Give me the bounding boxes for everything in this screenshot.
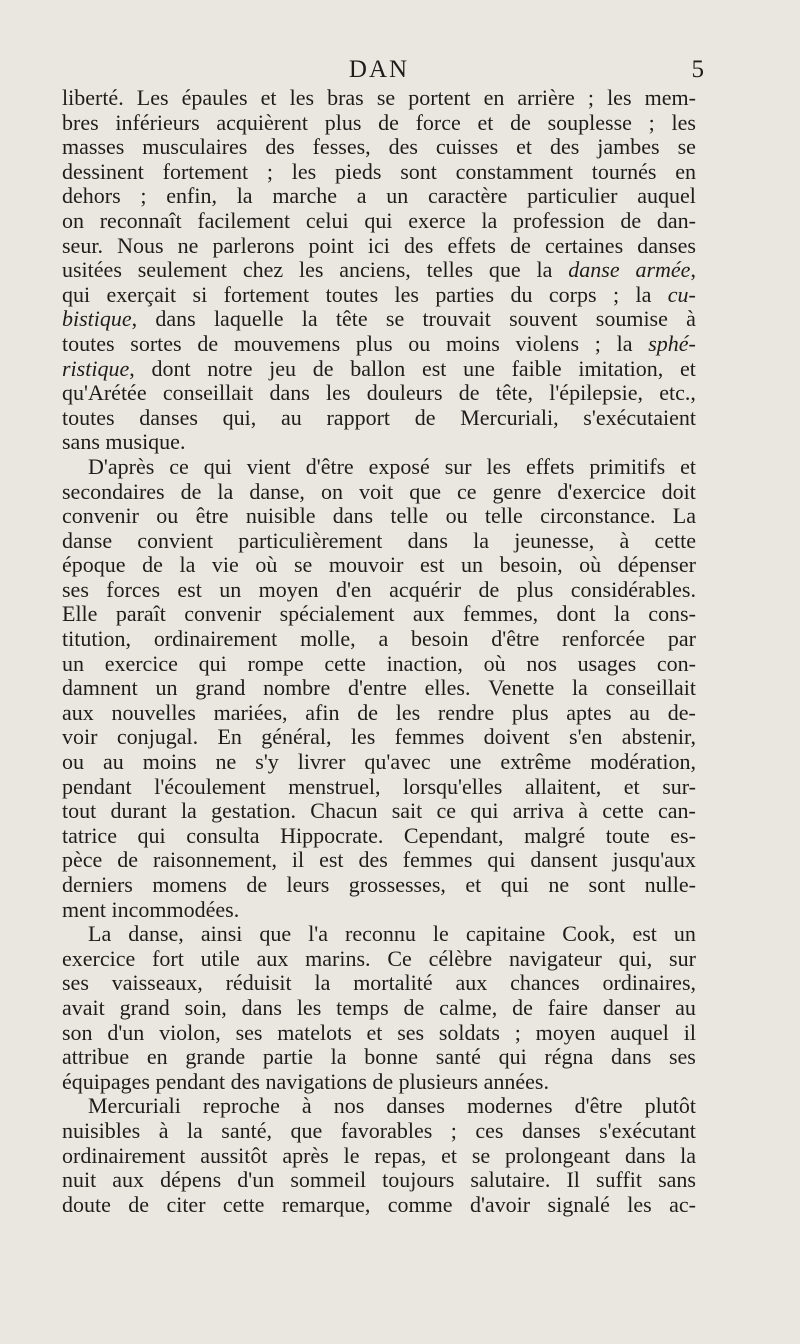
text-line: secondaires de la danse, on voit que ce genre d'exercice doit: [62, 478, 696, 504]
page-number: 5: [691, 56, 706, 83]
text-line: nuisibles à la santé, que favorables ; ces danses s'exécutant: [62, 1117, 696, 1143]
paragraph: [62, 922, 696, 1094]
text-line: pèce de raisonnement, il est des femmes qui dansent jusqu'aux: [62, 847, 696, 873]
text-line: époque de la vie où se mouvoir est un besoin, où dépenser: [62, 552, 696, 578]
paragraph: [62, 86, 696, 455]
text-line: toutes danses qui, au rapport de Mercuriali, s'exécutaient: [62, 404, 696, 430]
paragraph: [62, 1094, 696, 1217]
text-line: toutes sortes de mouvemens plus ou moins violens ; la sphé-: [62, 330, 696, 356]
text-line: tatrice qui consulta Hippocrate. Cependant, malgré toute es-: [62, 822, 696, 848]
text-line: dehors ; enfin, la marche a un caractère particulier auquel: [62, 183, 696, 209]
text-line: pendant l'écoulement menstruel, lorsqu'elles allaitent, et sur-: [62, 773, 696, 799]
text-line: danse convient particulièrement dans la jeunesse, à cette: [62, 527, 696, 553]
text-line: bistique, dans laquelle la tête se trouvait souvent soumise à: [62, 306, 696, 332]
text-line: Elle paraît convenir spécialement aux femmes, dont la cons-: [62, 601, 696, 627]
text-line: tout durant la gestation. Chacun sait ce qui arriva à cette can-: [62, 798, 696, 824]
text-line: ordinairement aussitôt après le repas, et se prolongeant dans la: [62, 1142, 696, 1168]
page-header: [62, 52, 706, 86]
text-line: exercice fort utile aux marins. Ce célèbre navigateur qui, sur: [62, 945, 696, 971]
text-line: on reconnaît facilement celui qui exerce la profession de dan-: [62, 207, 696, 233]
text-line: équipages pendant des navigations de plusieurs années.: [62, 1068, 549, 1094]
text-line: masses musculaires des fesses, des cuisses et des jambes se: [62, 134, 696, 160]
text-line: bres inférieurs acquièrent plus de force et de souplesse ; les: [62, 109, 696, 135]
text-line: D'après ce qui vient d'être exposé sur les effets primitifs et: [88, 453, 696, 479]
text-line: doute de citer cette remarque, comme d'avoir signalé les ac-: [62, 1191, 696, 1217]
text-line: liberté. Les épaules et les bras se portent en arrière ; les mem-: [62, 85, 696, 110]
text-line: son d'un violon, ses matelots et ses soldats ; moyen auquel il: [62, 1019, 696, 1045]
paragraph: [62, 455, 696, 922]
text-line: damnent un grand nombre d'entre elles. Venette la conseillait: [62, 675, 696, 701]
text-line: sans musique.: [62, 429, 186, 455]
text-line: attribue en grande partie la bonne santé qui régna dans ses: [62, 1044, 696, 1070]
text-line: qu'Arétée conseillait dans les douleurs de tête, l'épilepsie, etc.,: [62, 380, 696, 406]
text-line: avait grand soin, dans les temps de calme, de faire danser au: [62, 994, 696, 1020]
text-line: dessinent fortement ; les pieds sont constamment tournés en: [62, 158, 696, 184]
text-line: un exercice qui rompe cette inaction, où nos usages con-: [62, 650, 696, 676]
text-line: La danse, ainsi que l'a reconnu le capitaine Cook, est un: [88, 921, 696, 947]
text-line: convenir ou être nuisible dans telle ou telle circonstance. La: [62, 503, 696, 529]
text-line: qui exerçait si fortement toutes les parties du corps ; la cu-: [62, 281, 696, 307]
text-line: ses vaisseaux, réduisit la mortalité aux chances ordinaires,: [62, 970, 696, 996]
text-line: ment incommodées.: [62, 896, 240, 922]
text-line: ou au moins ne s'y livrer qu'avec une extrême modération,: [62, 749, 696, 775]
text-line: seur. Nous ne parlerons point ici des effets de certaines danses: [62, 232, 696, 258]
text-line: ristique, dont notre jeu de ballon est une faible imitation, et: [62, 355, 696, 381]
text-line: nuit aux dépens d'un sommeil toujours salutaire. Il suffit sans: [62, 1167, 696, 1193]
text-line: derniers momens de leurs grossesses, et qui ne sont nulle-: [62, 872, 696, 897]
running-head: DAN: [348, 56, 410, 83]
text-line: Mercuriali reproche à nos danses modernes d'être plutôt: [88, 1093, 696, 1119]
text-line: titution, ordinairement molle, a besoin d'être renforcée par: [62, 626, 696, 652]
text-line: voir conjugal. En général, les femmes doivent s'en abstenir,: [62, 724, 696, 750]
body-text: [62, 86, 696, 1217]
text-line: aux nouvelles mariées, afin de les rendre plus aptes au de-: [62, 699, 696, 725]
text-line: ses forces est un moyen d'en acquérir de plus considérables.: [62, 576, 696, 602]
text-line: usitées seulement chez les anciens, telles que la danse armée,: [62, 257, 696, 283]
